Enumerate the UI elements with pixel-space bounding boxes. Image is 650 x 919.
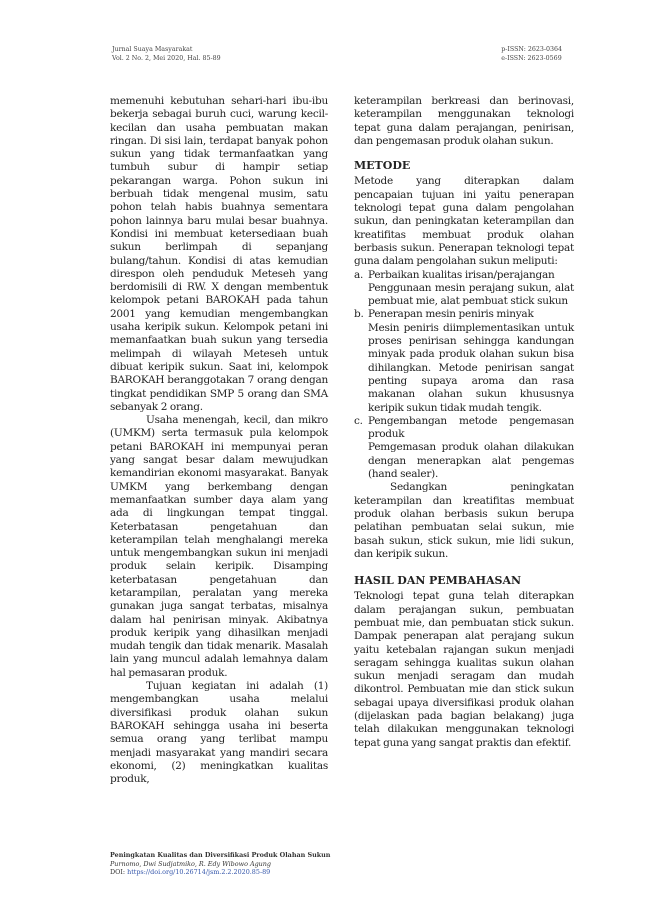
paragraph: keterampilan berkreasi dan berinovasi, keterampilan menggunakan teknologi tepat guna dalam perajangan, penirisan, dan pengemasan produk olahan sukun. (354, 95, 574, 147)
section-heading-hasil: HASIL DAN PEMBAHASAN (354, 574, 522, 588)
running-header-left (112, 46, 221, 63)
paragraph: Usaha menengah, kecil, dan mikro (UMKM) serta termasuk pula kelompok petani BAROKAH ini mempunyai peran yang sangat besar dalam mewujudkan kemandirian ekonomi masyarakat. Banyak UMKM yang berkembang dengan memanfaatkan sumber daya alam yang ada di lingkungan tempat tinggal. Keterbatasan pengetahuan dan keterampilan telah menghalangi mereka untuk mengembangkan sukun ini menjadi produk selain keripik. Disamping keterbatasan pengetahuan dan ketarampilan, peralatan yang mereka gunakan juga sangat terbatas, misalnya dalam hal penirisan minyak. Akibatnya produk keripik yang dihasilkan menjadi mudah tengik dan tidak menarik. Masalah lain yang muncul adalah lemahnya dalam hal pemasaran produk. (110, 414, 328, 679)
paragraph: Tujuan kegiatan ini adalah (1) mengembangkan usaha melalui diversifikasi produk olahan sukun BAROKAH sehingga usaha ini beserta semua orang yang terlibat mampu menjadi masyarakat yang mandiri secara ekonomi, (2) meningkatkan kualitas produk, (110, 680, 328, 786)
running-header-right (501, 46, 562, 63)
left-column (110, 95, 328, 786)
list-item-body: Penggunaan mesin perajang sukun, alat pembuat mie, alat pembuat stick sukun (368, 281, 574, 308)
page-footer (110, 851, 330, 877)
list-marker: a. (354, 268, 364, 281)
journal-name: Jurnal Suaya Masyarakat (112, 46, 193, 53)
right-column (354, 95, 574, 750)
paragraph: memenuhi kebutuhan sehari-hari ibu-ibu bekerja sebagai buruh cuci, warung kecil-kecilan dan usaha pembuatan makan ringan. Di sisi lain, terdapat banyak pohon sukun yang tidak termanfaatkan yang tumbuh subur di hampir setiap pekarangan warga. Pohon sukun ini berbuah tidak mengenal musim, satu pohon telah habis buahnya sementara pohon lainnya baru mulai besar buahnya. Kondisi ini membuat ketersediaan buah sukun berlimpah di sepanjang bulang/tahun. Kondisi di atas kemudian direspon oleh penduduk Meteseh yang berdomisili di RW. X dengan membentuk kelompok petani BAROKAH pada tahun 2001 yang kemudian mengembangkan usaha keripik sukun. Kelompok petani ini memanfaatkan buah sukun yang tersedia melimpah di wilayah Meteseh untuk dibuat keripik sukun. Saat ini, kelompok BAROKAH beranggotakan 7 orang dengan tingkat pendidikan SMP 5 orang dan SMA sebanyak 2 orang. (110, 95, 328, 413)
list-marker: b. (354, 308, 364, 321)
print-issn: p-ISSN: 2623-0364 (501, 46, 562, 53)
doi-label: DOI: (110, 868, 128, 877)
volume-info: Vol. 2 No. 2, Mei 2020, Hal. 85-89 (112, 54, 221, 62)
list-item-body: Pemgemasan produk olahan dilakukan dengan menerapkan alat pengemas (hand sealer). (368, 441, 574, 481)
section-heading-metode: METODE (354, 159, 411, 173)
electronic-issn: e-ISSN: 2623-0569 (501, 54, 562, 62)
list-item (354, 269, 574, 309)
list-item-title: Penerapan mesin peniris minyak (368, 308, 534, 321)
footer-article-title: Peningkatan Kualitas dan Diversifikasi Produk Olahan Sukun (110, 851, 331, 859)
footer-doi (110, 868, 330, 877)
list-item-body: Mesin peniris diimplementasikan untuk proses penirisan sehingga kandungan minyak pada produk olahan sukun bisa dihilangkan. Metode penirisan sangat penting supaya aroma dan rasa makanan olahan sukun khususnya keripik sukun tidak mudah tengik. (368, 321, 574, 414)
list-item (354, 415, 574, 481)
paragraph: Sedangkan peningkatan keterampilan dan kreatifitas membuat produk olahan berbasis sukun berupa pelatihan pembuatan selai sukun, mie basah sukun, stick sukun, mie lidi sukun, dan keripik sukun. (354, 481, 574, 560)
list-item-title: Pengembangan metode pengemasan produk (368, 414, 574, 441)
paragraph: Metode yang diterapkan dalam pencapaian tujuan ini yaitu penerapan teknologi tepat guna dalam pengolahan sukun, dan peningkatan keterampilan dan kreatifitas membuat produk olahan berbasis sukun. Penerapan teknologi tepat guna dalam pengolahan sukun meliputi: (354, 175, 574, 268)
method-list (354, 269, 574, 482)
paragraph: Teknologi tepat guna telah diterapkan dalam perajangan sukun, pembuatan pembuat mie, dan pembuatan stick sukun. Dampak penerapan alat perajang sukun yaitu ketebalan rajangan sukun menjadi seragam sehingga kualitas sukun olahan sukun menjadi seragam dan mudah dikontrol. Pembuatan mie dan stick sukun sebagai upaya diversifikasi produk olahan (dijelaskan pada bagian belakang) juga telah dilakukan menggunakan teknologi tepat guna yang sangat praktis dan efektif. (354, 590, 574, 749)
list-item (354, 308, 574, 414)
list-item-title: Perbaikan kualitas irisan/perajangan (368, 268, 555, 281)
footer-authors: Purnomo, Dwi Sudjatmiko, R. Edy Wibowo Agung (110, 859, 271, 868)
doi-link[interactable]: https://doi.org/10.26714/jsm.2.2.2020.85-89 (127, 868, 271, 877)
list-marker: c. (354, 414, 363, 427)
